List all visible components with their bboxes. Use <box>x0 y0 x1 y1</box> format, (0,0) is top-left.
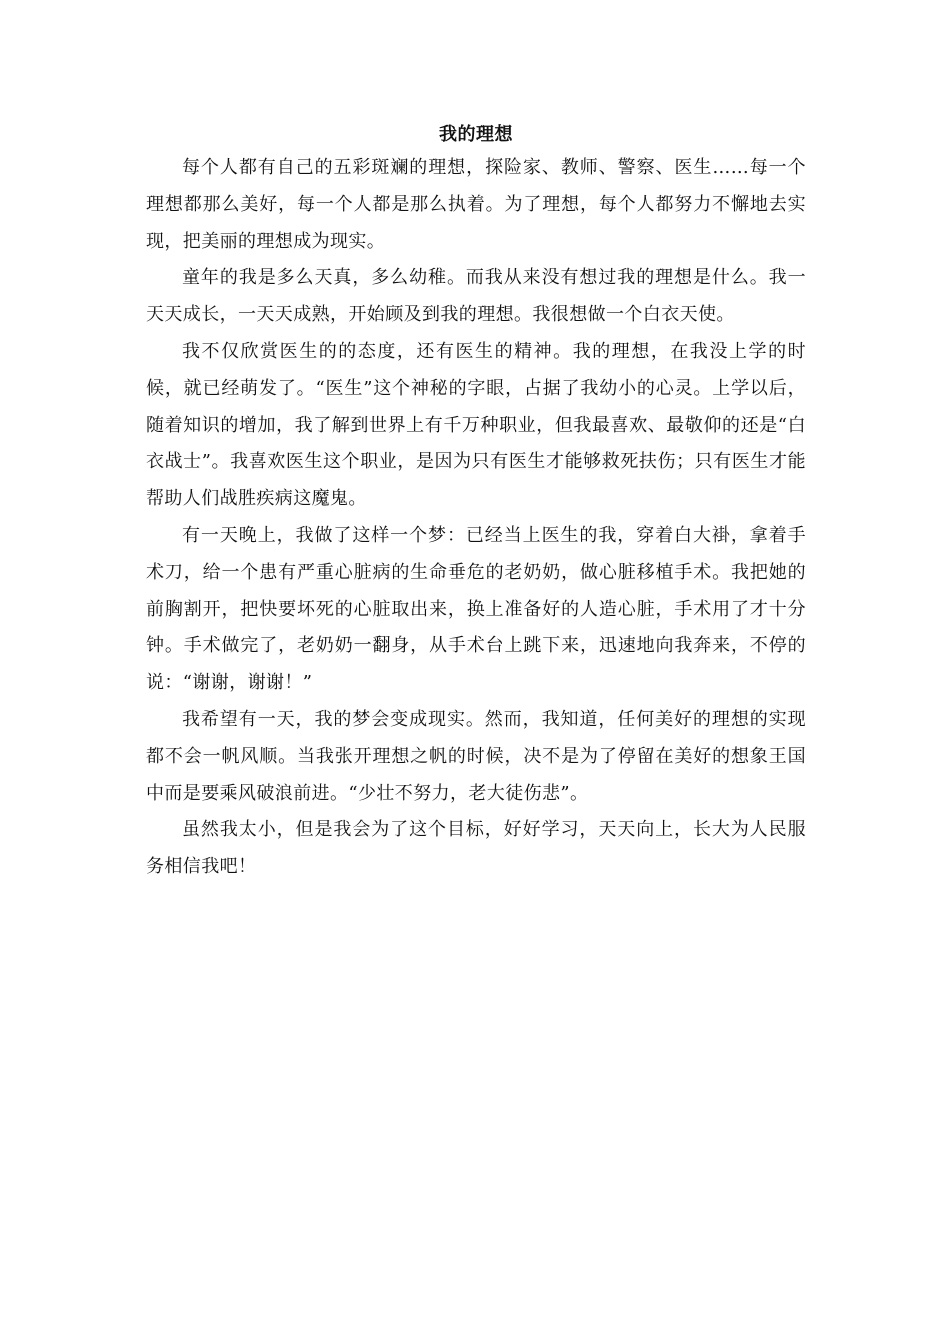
document-title: 我的理想 <box>439 124 513 145</box>
paragraph-1: 每个人都有自己的五彩斑斓的理想，探险家、教师、警察、医生……每一个理想都那么美好，每一个人都是那么执着。为了理想，每个人都努力不懈地去实现，把美丽的理想成为现实。 <box>146 157 806 252</box>
paragraph-4: 有一天晚上，我做了这样一个梦：已经当上医生的我，穿着白大褂，拿着手术刀，给一个患有严重心脏病的生命垂危的老奶奶，做心脏移植手术。我把她的前胸割开，把快要坏死的心脏取出来，换上准备好的人造心脏，手术用了才十分钟。手术做完了，老奶奶一翻身，从手术台上跳下来，迅速地向我奔来，不停的说：“谢谢，谢谢！” <box>146 524 806 694</box>
paragraph-6: 虽然我太小，但是我会为了这个目标，好好学习，天天向上，长大为人民服务相信我吧！ <box>146 819 806 878</box>
document-body <box>146 122 806 886</box>
paragraph-5: 我希望有一天，我的梦会变成现实。然而，我知道，任何美好的理想的实现都不会一帆风顺。当我张开理想之帆的时候，决不是为了停留在美好的想象王国中而是要乘风破浪前进。“少壮不努力，老大徒伤悲”。 <box>146 708 806 804</box>
paragraph-2: 童年的我是多么天真，多么幼稚。而我从来没有想过我的理想是什么。我一天天成长，一天天成熟，开始顾及到我的理想。我很想做一个白衣天使。 <box>146 267 806 326</box>
paragraph-3: 我不仅欣赏医生的的态度，还有医生的精神。我的理想，在我没上学的时候，就已经萌发了。“医生”这个神秘的字眼，占据了我幼小的心灵。上学以后，随着知识的增加，我了解到世界上有千万种职业，但我最喜欢、最敬仰的还是“白衣战士”。我喜欢医生这个职业，是因为只有医生才能够救死扶伤；只有医生才能帮助人们战胜疾病这魔鬼。 <box>146 340 806 510</box>
